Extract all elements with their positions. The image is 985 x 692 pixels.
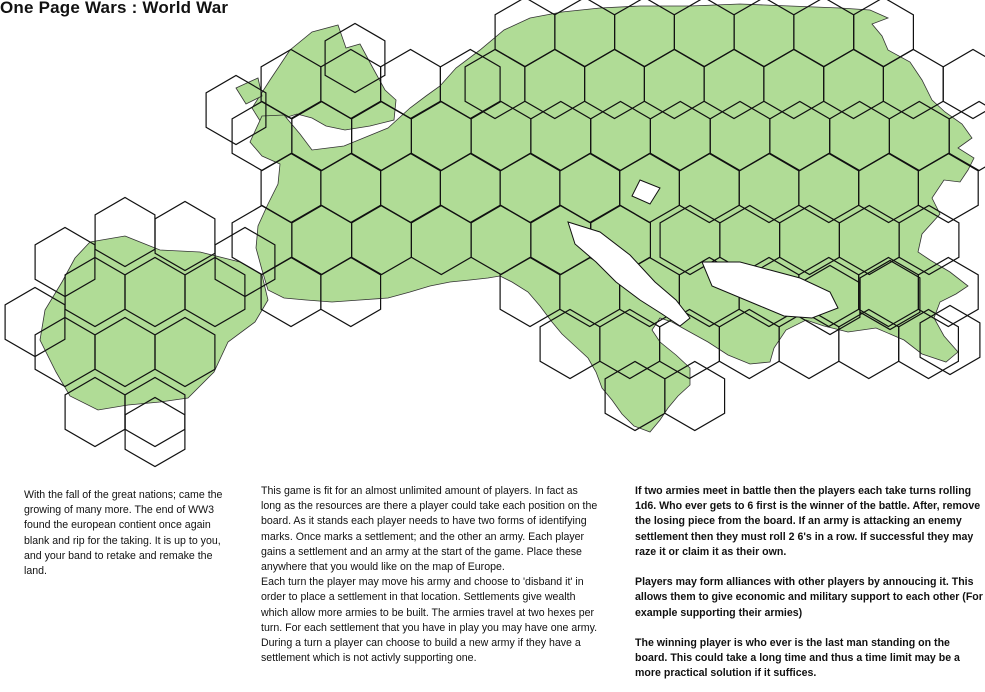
rules-column-combat: [635, 484, 985, 682]
setup-paragraph: This game is fit for an almost unlimited amount of players. In fact as long as the resources are there a player could take each position on the board. As it stands each player needs to have two forms of identifying marks. Once marks a settlement; and the other an army. Each player gains a settlement and an army at the start of the game. Place these anywhere that you would like on the map of Europe.: [261, 485, 598, 574]
winning-paragraph: The winning player is who ever is the last man standing on the board. This could take a long time and thus a time limit may be a more practical solution if it suffices.: [635, 637, 960, 680]
battle-paragraph: If two armies meet in battle then the players each take turns rolling 1d6. Who ever gets to 6 first is the winner of the battle. After, remove the losing piece from the board. If an army is attacking an enemy settlement then they must roll 2 6's in a row. If successful they may raze it or claim it as their own.: [635, 485, 981, 558]
alliances-paragraph: Players may form alliances with other players by annoucing it. This allows them to give economic and military support to each other (For example supporting their armies): [635, 576, 983, 619]
rules-column-intro: [24, 488, 236, 579]
turn-paragraph: Each turn the player may move his army and choose to 'disband it' in order to place a settlement in that location. Settlements give wealth which allow more armies to be built. The armies travel at two hexes per turn. For each settlement that you have in play you may have one army. During a turn a player can choose to build a new army if they have a settlement which is not activly supporting one.: [261, 576, 598, 665]
board-hex[interactable]: [943, 50, 985, 119]
europe-landmass: [40, 4, 974, 432]
board-hex[interactable]: [125, 398, 185, 467]
rules-column-setup: [261, 484, 599, 666]
intro-paragraph: With the fall of the great nations; came the growing of many more. The end of WW3 found the european contient once again blank and rip for the taking. It is up to you, and your band to retake and remake the land.: [24, 489, 223, 578]
page-title: One Page Wars : World War: [0, 0, 229, 17]
